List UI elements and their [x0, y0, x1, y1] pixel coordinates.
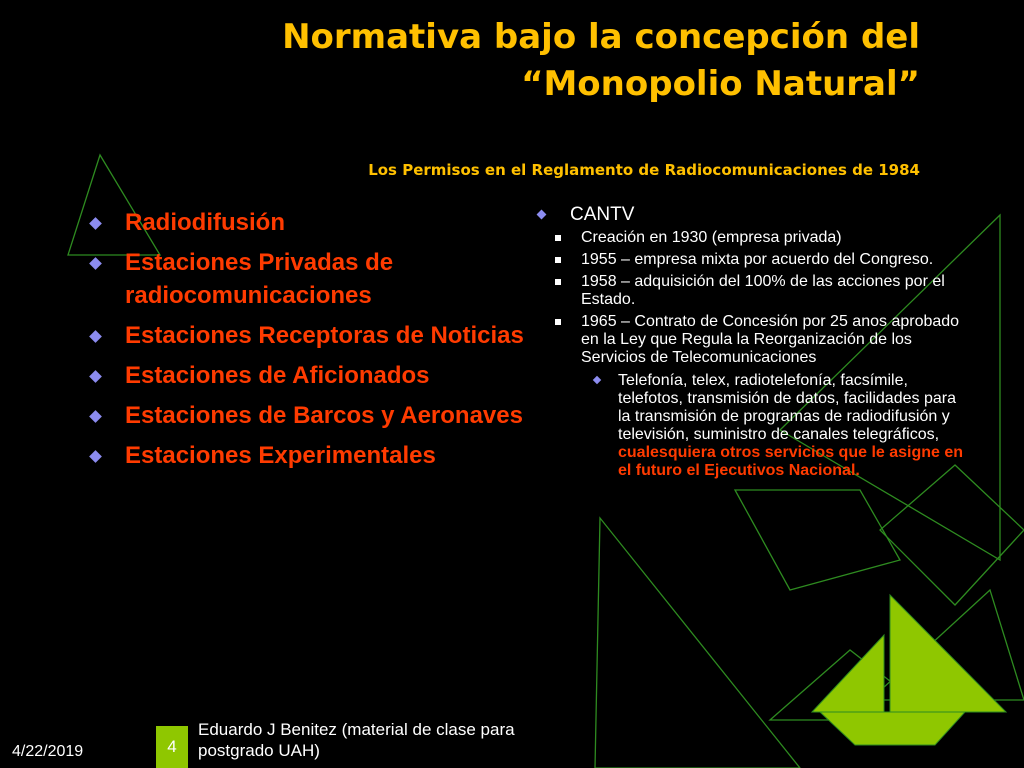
title-line-2: “Monopolio Natural” [521, 64, 920, 104]
deco-diamond-outline [735, 490, 900, 590]
cantv-heading: CANTV [534, 204, 964, 225]
square-bullet-icon [555, 235, 561, 241]
diamond-bullet-icon [89, 217, 102, 230]
concession-services-list [581, 372, 964, 480]
title-line-1: Normativa bajo la concepción del [282, 17, 920, 57]
deco-diamond-outline [880, 465, 1024, 605]
slide-date: 4/22/2019 [12, 743, 84, 760]
list-item: Estaciones Experimentales [88, 439, 528, 472]
deco-triangle-outline [595, 518, 800, 768]
list-item: 1958 – adquisición del 100% de las acciones por el Estado. [534, 273, 964, 309]
list-item: 1955 – empresa mixta por acuerdo del Congreso. [534, 251, 964, 269]
square-bullet-icon [555, 319, 561, 325]
slide-subtitle: Los Permisos en el Reglamento de Radiocomunicaciones de 1984 [368, 161, 920, 179]
diamond-bullet-icon [89, 257, 102, 270]
sailboat-icon [812, 595, 1006, 745]
slide-title [160, 14, 920, 108]
list-item: Estaciones de Aficionados [88, 359, 528, 392]
diamond-bullet-icon [89, 410, 102, 423]
permits-list [88, 206, 528, 479]
list-item: Estaciones Privadas de radiocomunicaciones [88, 246, 528, 312]
highlighted-text: cualesquiera otros servicios que le asigne en el futuro el Ejecutivos Nacional. [618, 444, 964, 479]
diamond-bullet-icon [89, 330, 102, 343]
diamond-bullet-icon [89, 370, 102, 383]
footer-credit: Eduardo J Benitez (material de clase para postgrado UAH) [198, 720, 515, 760]
list-item: 1965 – Contrato de Concesión por 25 anos aprobado en la Ley que Regula la Reorganización de los Servicios de Telecomunicaciones Telefonía, telex, radiotelefonía, facsímile, telefotos, transmisión de datos, facilidades para la transmisión de programas de radiodifusión y televisión, suministro de canales telegráficos, cualesquiera otros servicios que le asigne en el futuro el Ejecutivos Nacional. [534, 313, 964, 480]
page-number: 4 [156, 726, 188, 768]
square-bullet-icon [555, 279, 561, 285]
diamond-bullet-icon [593, 376, 601, 384]
list-item: Estaciones Receptoras de Noticias [88, 319, 528, 352]
cantv-history-list [534, 229, 964, 480]
square-bullet-icon [555, 257, 561, 263]
list-item: Estaciones de Barcos y Aeronaves [88, 399, 528, 432]
list-item: Radiodifusión [88, 206, 528, 239]
diamond-bullet-icon [89, 450, 102, 463]
list-item: Creación en 1930 (empresa privada) [534, 229, 964, 247]
diamond-bullet-icon [537, 210, 547, 220]
list-item: Telefonía, telex, radiotelefonía, facsímile, telefotos, transmisión de datos, facilidades para la transmisión de programas de radiodifusión y televisión, suministro de canales telegráficos, cualesquiera otros servicios que le asigne en el futuro el Ejecutivos Nacional. [581, 372, 964, 480]
cantv-section [534, 204, 964, 484]
